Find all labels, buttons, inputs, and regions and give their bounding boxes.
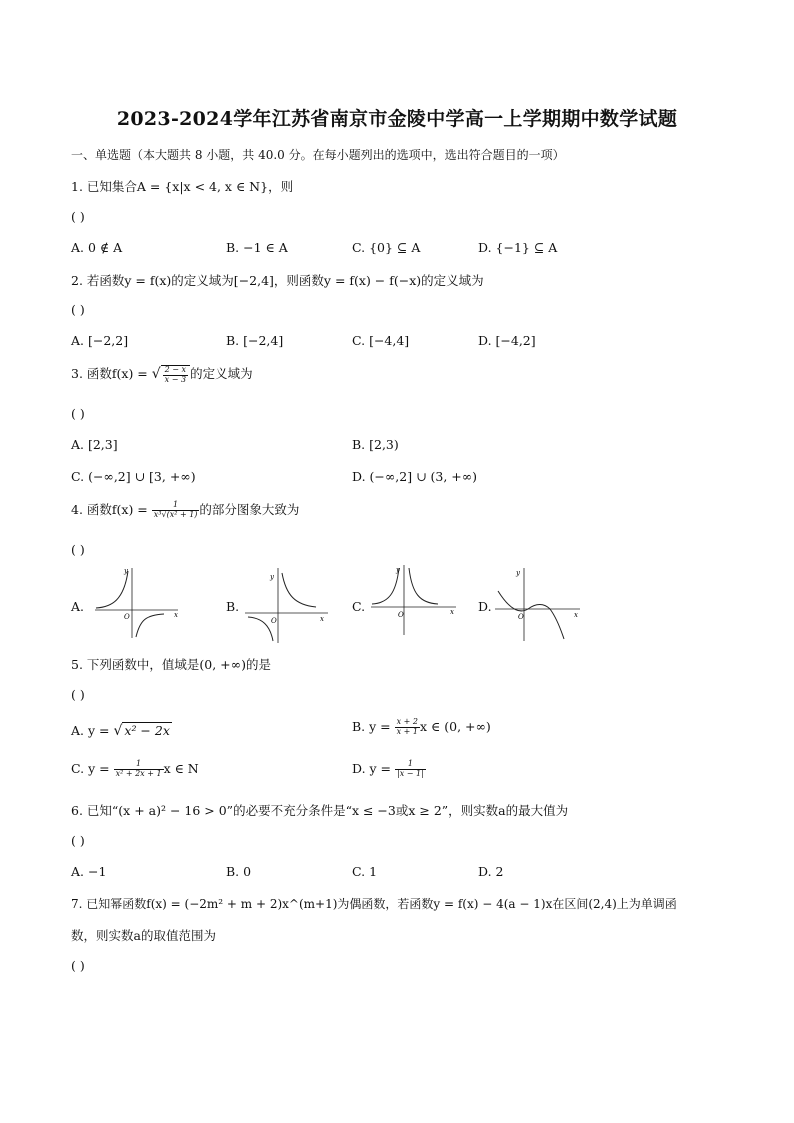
question-6-option-a: A. −1 bbox=[71, 864, 107, 879]
question-2-option-d: D. [−4,2] bbox=[478, 333, 536, 348]
question-5-option-a: A. y = √ x² − 2x bbox=[71, 723, 170, 739]
question-1-option-d: D. {−1} ⊆ A bbox=[478, 240, 558, 255]
question-3-option-b: B. [2,3) bbox=[352, 437, 399, 452]
question-5-option-d-numerator: 1 bbox=[395, 760, 426, 770]
question-5-stem: 5. 下列函数中，值域是(0, +∞)的是 bbox=[71, 657, 271, 672]
question-1-option-c: C. {0} ⊆ A bbox=[352, 240, 421, 255]
question-7-line-1: 7. 已知幂函数f(x) = (−2m² + m + 2)x^(m+1)为偶函数，若函数y = f(x) − 4(a − 1)x在区间(2,4)上为单调函 bbox=[71, 897, 677, 911]
question-4-denominator: x³√(x² + 1) bbox=[153, 510, 198, 519]
question-5-option-a-prefix: A. y = bbox=[71, 723, 114, 738]
question-1-option-a: A. 0 ∉ A bbox=[71, 240, 123, 255]
question-4-graph-c bbox=[368, 562, 458, 637]
question-5-option-d-denominator: |x − 1| bbox=[397, 768, 424, 778]
question-1-paren: ( ) bbox=[71, 209, 85, 224]
question-4-stem bbox=[71, 500, 299, 520]
graph-c-x-label: x bbox=[450, 608, 454, 616]
question-5-paren: ( ) bbox=[71, 687, 85, 702]
question-6-paren: ( ) bbox=[71, 833, 85, 848]
graph-b-y-label: y bbox=[270, 573, 274, 581]
question-4-numerator: 1 bbox=[152, 501, 200, 511]
graph-d-y-label: y bbox=[516, 569, 520, 577]
question-5-option-b-prefix: B. y = bbox=[352, 718, 395, 734]
question-3-stem-suffix: 的定义域为 bbox=[190, 366, 253, 381]
question-5-option-d-prefix: D. y = bbox=[352, 760, 396, 776]
question-1-option-b: B. −1 ∈ A bbox=[226, 240, 288, 255]
question-3-option-d: D. (−∞,2] ∪ (3, +∞) bbox=[352, 469, 478, 484]
question-5-option-b-numerator: x + 2 bbox=[396, 717, 419, 726]
question-4-graph-a bbox=[90, 565, 180, 640]
question-7-paren: ( ) bbox=[71, 958, 85, 973]
question-5-option-c-denominator: x² + 2x + 1 bbox=[115, 768, 162, 778]
question-4-paren: ( ) bbox=[71, 542, 85, 557]
question-5-option-d bbox=[352, 760, 426, 779]
question-6-option-d: D. 2 bbox=[478, 864, 504, 879]
question-7-line-2: 数，则实数a的取值范围为 bbox=[71, 928, 216, 943]
question-4-option-b-label: B. bbox=[226, 599, 240, 614]
question-5-option-b-denominator: x + 1 bbox=[396, 726, 419, 736]
graph-a-x-label: x bbox=[174, 611, 178, 619]
question-5-option-b bbox=[352, 718, 491, 737]
question-6-option-c: C. 1 bbox=[352, 864, 378, 879]
question-5-option-c-fraction bbox=[114, 760, 164, 779]
question-4-graph-b bbox=[240, 565, 330, 645]
question-3-denominator: x − 3 bbox=[164, 374, 187, 384]
question-3-numerator: 2 − x bbox=[164, 364, 187, 374]
question-3-stem: 3. 函数f(x) = √ $\frac{2 - x}{x - 3}$ 的定义域为 bbox=[71, 364, 253, 384]
question-5-option-a-radicand: x² − 2x bbox=[124, 723, 170, 738]
question-5-option-d-fraction bbox=[395, 760, 426, 779]
graph-b-origin-label: O bbox=[271, 617, 277, 625]
question-3-paren: ( ) bbox=[71, 406, 85, 421]
graph-a-origin-label: O bbox=[124, 613, 130, 621]
section-heading: 一、单选题（本大题共 8 小题，共 40.0 分。在每小题列出的选项中，选出符合题目的一项） bbox=[71, 148, 565, 162]
question-2-paren: ( ) bbox=[71, 302, 85, 317]
question-5-option-c bbox=[71, 760, 199, 779]
page-title: 2023-2024学年江苏省南京市金陵中学高一上学期期中数学试题 bbox=[116, 108, 678, 130]
question-4-stem-suffix: 的部分图象大致为 bbox=[199, 502, 300, 517]
graph-d-origin-label: O bbox=[518, 613, 524, 621]
question-3-option-c: C. (−∞,2] ∪ [3, +∞) bbox=[71, 469, 196, 484]
question-3-fraction bbox=[161, 365, 190, 385]
question-2-option-c: C. [−4,4] bbox=[352, 333, 410, 348]
graph-c-origin-label: O bbox=[398, 611, 404, 619]
graph-c-y-label: y bbox=[396, 566, 400, 574]
question-2-option-a: A. [−2,2] bbox=[71, 333, 129, 348]
question-1-stem: 1. 已知集合A = {x|x < 4, x ∈ N}，则 bbox=[71, 179, 294, 194]
question-5-option-b-fraction bbox=[395, 718, 420, 737]
question-3-option-a: A. [2,3] bbox=[71, 437, 118, 452]
question-3-stem-prefix: 3. 函数f(x) = bbox=[71, 366, 152, 381]
question-6-stem: 6. 已知“(x + a)² − 16 > 0”的必要不充分条件是“x ≤ −3或x ≥ 2”，则实数a的最大值为 bbox=[71, 803, 569, 818]
question-4-option-a-label: A. bbox=[71, 599, 85, 614]
question-5-option-c-suffix: x ∈ N bbox=[163, 760, 199, 776]
question-4-fraction bbox=[152, 501, 200, 520]
question-5-option-b-suffix: x ∈ (0, +∞) bbox=[420, 718, 491, 734]
question-5-option-c-prefix: C. y = bbox=[71, 760, 114, 776]
question-4-graph-d bbox=[492, 565, 582, 643]
question-5-option-c-numerator: 1 bbox=[114, 760, 164, 770]
question-4-stem-prefix: 4. 函数f(x) = bbox=[71, 502, 152, 517]
graph-a-y-label: y bbox=[124, 567, 128, 575]
graph-d-x-label: x bbox=[574, 611, 578, 619]
question-2-stem: 2. 若函数y = f(x)的定义域为[−2,4]，则函数y = f(x) − f(−x)的定义域为 bbox=[71, 273, 484, 288]
question-2-option-b: B. [−2,4] bbox=[226, 333, 284, 348]
question-4-option-d-label: D. bbox=[478, 599, 492, 614]
question-6-option-b: B. 0 bbox=[226, 864, 252, 879]
graph-b-x-label: x bbox=[320, 615, 324, 623]
question-4-option-c-label: C. bbox=[352, 599, 366, 614]
